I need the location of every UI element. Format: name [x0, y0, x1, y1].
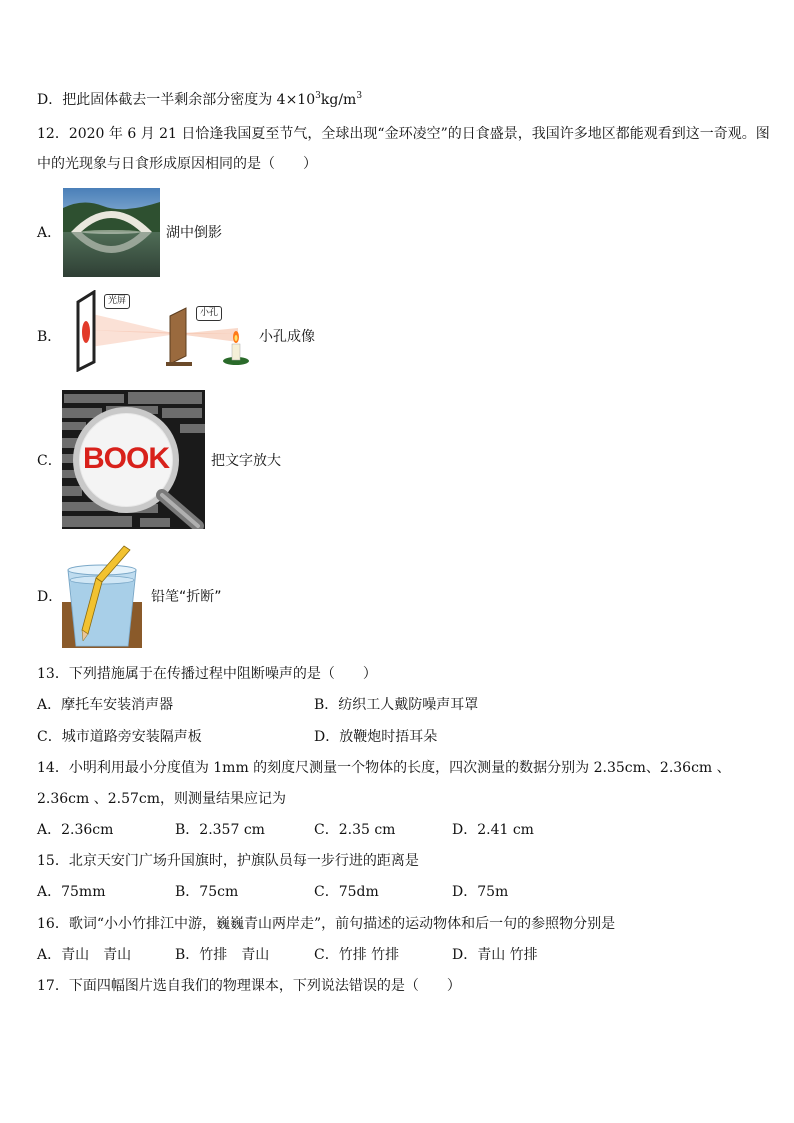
q14-option-c: C．2.35 cm	[314, 822, 396, 838]
q12-option-d-caption: 铅笔“折断”	[151, 589, 222, 605]
q14-option-a: A．2.36cm	[37, 822, 114, 838]
q16-stem: 16．歌词“小小竹排江中游，巍巍青山两岸走”，前句描述的运动物体和后一句的参照物分别是	[37, 916, 616, 932]
q11-option-d-unit: kg/m	[320, 92, 357, 108]
q12-option-b-caption: 小孔成像	[259, 329, 315, 345]
q12-option-a-caption: 湖中倒影	[166, 225, 222, 241]
q17-stem: 17．下面四幅图片选自我们的物理课本，下列说法错误的是（ ）	[37, 978, 461, 994]
bridge-reflection-image	[63, 188, 160, 277]
magnifier-book-image	[62, 390, 205, 529]
screen-tag: 光屏	[104, 294, 130, 309]
q13-option-b: B．纺织工人戴防噪声耳罩	[314, 697, 479, 713]
q12-option-c-caption: 把文字放大	[211, 453, 281, 469]
q15-option-b: B．75cm	[175, 884, 239, 900]
q11-option-d	[37, 86, 362, 110]
q13-option-c: C．城市道路旁安装隔声板	[37, 729, 202, 745]
q14-option-d: D．2.41 cm	[452, 822, 534, 838]
q13-option-a: A．摩托车安装消声器	[37, 697, 174, 713]
q13-option-d: D．放鞭炮时捂耳朵	[314, 729, 438, 745]
q12-stem-line2: 中的光现象与日食形成原因相同的是（ ）	[37, 156, 317, 172]
q14-stem-line2: 2.36cm 、2.57cm，则测量结果应记为	[37, 791, 287, 807]
q11-option-d-text: D．把此固体截去一半剩余部分密度为 4×10	[37, 92, 316, 108]
q16-option-a: A．青山 青山	[37, 947, 132, 963]
book-word: BOOK	[83, 442, 169, 475]
q16-option-d: D．青山 竹排	[452, 947, 538, 963]
q15-option-a: A．75mm	[37, 884, 106, 900]
q13-stem: 13．下列措施属于在传播过程中阻断噪声的是（ ）	[37, 666, 377, 682]
q12-stem-line1: 12．2020 年 6 月 21 日恰逢我国夏至节气，全球出现“金环凌空”的日食盛景，我国许多地区都能观看到这一奇观。图	[37, 126, 770, 142]
q11-option-d-exp: 3	[315, 91, 321, 101]
q16-option-b: B．竹排 青山	[175, 947, 270, 963]
q16-option-c: C．竹排 竹排	[314, 947, 400, 963]
q11-option-d-unit-exp: 3	[356, 91, 363, 101]
q15-option-c: C．75dm	[314, 884, 379, 900]
pencil-in-glass-image	[62, 542, 142, 648]
pinhole-camera-diagram	[62, 290, 252, 372]
q12-option-d-label: D．	[37, 589, 63, 605]
q12-option-a-label: A．	[37, 225, 62, 241]
q15-stem: 15．北京天安门广场升国旗时，护旗队员每一步行进的距离是	[37, 853, 419, 869]
q14-option-b: B．2.357 cm	[175, 822, 265, 838]
q14-stem-line1: 14．小明利用最小分度值为 1mm 的刻度尺测量一个物体的长度，四次测量的数据分别为 2.35cm、2.36cm 、	[37, 760, 731, 776]
q12-option-c-label: C．	[37, 453, 62, 469]
hole-tag: 小孔	[196, 306, 222, 321]
q15-option-d: D．75m	[452, 884, 509, 900]
q12-option-b-label: B．	[37, 329, 62, 345]
